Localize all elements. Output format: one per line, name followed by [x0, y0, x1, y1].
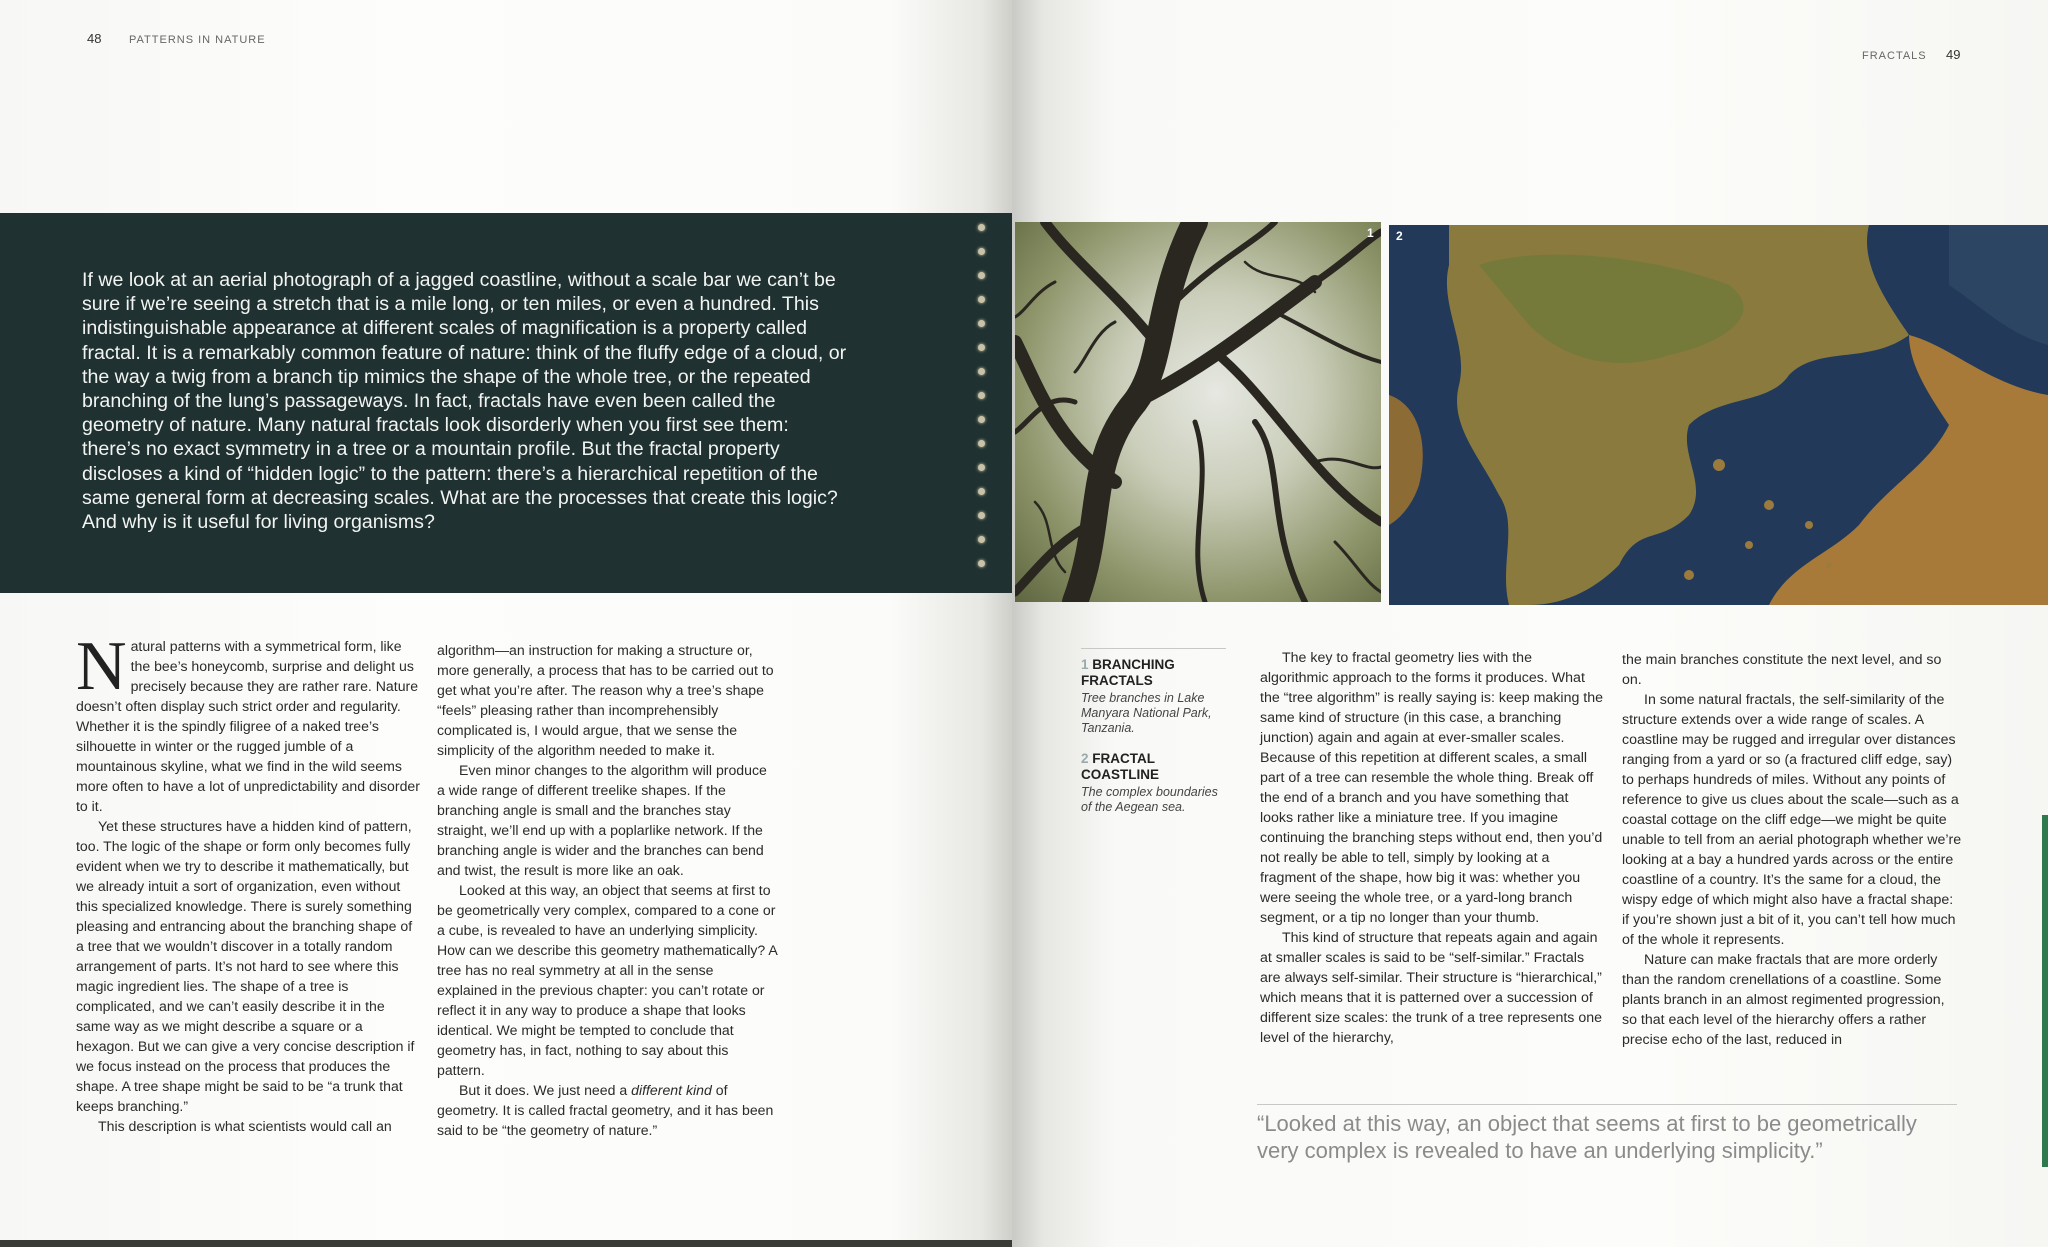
caption-number: 2: [1081, 751, 1089, 766]
body-column-4: [1622, 650, 1962, 1050]
body-paragraph: But it does. We just need a different kind of geometry. It is called fractal geometry, and it has been said to be “the geometry of nature.”: [437, 1082, 774, 1138]
page-edge-dots: [976, 220, 988, 590]
caption-rule: [1081, 648, 1226, 649]
edge-dot: [978, 320, 985, 327]
photo-number: 1: [1367, 226, 1374, 240]
caption-branching-fractals: [1081, 657, 1231, 736]
pull-quote-rule: [1257, 1104, 1957, 1105]
photo-tree-branches: [1015, 222, 1381, 602]
intro-paragraph: If we look at an aerial photograph of a jagged coastline, without a scale bar we can’t be sure if we’re seeing a stretch that is a mile long, or ten miles, or even a hundred. This indistinguishable appearance at different scales of magnification is a property called fractal. It is a remarkably common feature of nature: think of the fluffy edge of a cloud, or the way a twig from a branch tip mimics the shape of the whole tree, or the repeated branching of the lung’s passageways. In fact, fractals have even been called the geometry of nature. Many natural fractals look disorderly when you first see them: there’s no exact symmetry in a tree or a mountain profile. But the fractal property discloses a kind of “hidden logic” to the pattern: there’s a hierarchical repetition of the same general form at decreasing scales. What are the processes that create this logic? And why is it useful for living organisms?: [82, 269, 847, 534]
page-number: 49: [1946, 47, 1961, 62]
edge-dot: [978, 248, 985, 255]
edge-dot: [978, 488, 985, 495]
caption-description: Tree branches in Lake Manyara National Park, Tanzania.: [1081, 691, 1212, 735]
body-paragraph: Nature can make fractals that are more orderly than the random crenellations of a coastline. Some plants branch in an almost regimented progression, so that each level of the hierarchy offers a rather precise echo of the last, reduced in: [1622, 952, 1945, 1048]
left-page: [0, 0, 1012, 1240]
caption-number: 1: [1081, 657, 1089, 672]
photo-number: 2: [1396, 229, 1403, 243]
running-head: PATTERNS IN NATURE: [129, 34, 266, 46]
body-paragraph: Yet these structures have a hidden kind of pattern, too. The logic of the shape or form only becomes fully evident when we try to describe it mathematically, but we already intuit a sort of organization, even without this specialized knowledge. There is surely something pleasing and entrancing about the branching shape of a tree that we wouldn’t discover in a totally random arrangement of parts. It’s not hard to see where this magic ingredient lies. The shape of a tree is complicated, and we can’t easily describe it in the same way as we might describe a square or a hexagon. But we can give a very concise description if we focus instead on the process that produces the shape. A tree shape might be said to be “a trunk that keeps branching.”: [76, 818, 415, 1114]
caption-description: The complex boundaries of the Aegean sea.: [1081, 785, 1218, 814]
pull-quote: “Looked at this way, an object that seems at first to be geometrically very complex is revealed to have an underlying simplicity.”: [1257, 1111, 1917, 1163]
right-page: [1012, 0, 2048, 1247]
edge-dot: [978, 272, 985, 279]
page-number: 48: [87, 31, 102, 46]
edge-dot: [978, 512, 985, 519]
body-column-1: [76, 628, 420, 1136]
body-column-2: [437, 640, 777, 1140]
drop-cap: N: [76, 628, 127, 705]
body-paragraph: Even minor changes to the algorithm will produce a wide range of different treelike shapes. If the branching angle is small and the branches stay straight, we’ll end up with a poplarlike network. If the branching angle is wider and the branches can bend and twist, the result is more like an oak.: [437, 762, 767, 878]
edge-dot: [978, 560, 985, 567]
edge-dot: [978, 224, 985, 231]
body-paragraph: algorithm—an instruction for making a structure or, more generally, a process that has to be carried out to get what you’re after. The reason why a tree’s shape “feels” pleasing rather than incomprehensibly complicated is, I would argue, that we sense the simplicity of the algorithm needed to make it.: [437, 642, 774, 758]
edge-dot: [978, 536, 985, 543]
tree-branches-illustration: [1015, 222, 1381, 602]
edge-dot: [978, 464, 985, 471]
body-paragraph: Looked at this way, an object that seems at first to be geometrically very complex, compared to a cone or a cube, is revealed to have an underlying simplicity. How can we describe this geometry mathematically? A tree has no real symmetry at all in the sense explained in the previous chapter: you can’t rotate or reflect it in any way to produce a shape that looks identical. We might be tempted to conclude that geometry has, in fact, nothing to say about this pattern.: [437, 882, 777, 1078]
running-head: FRACTALS: [1862, 50, 1927, 62]
edge-dot: [978, 368, 985, 375]
edge-color-tab: [2042, 815, 2048, 1167]
caption-title: BRANCHING FRACTALS: [1081, 657, 1175, 688]
satellite-map-illustration: [1389, 225, 2048, 605]
body-paragraph: Natural patterns with a symmetrical form, like the bee’s honeycomb, surprise and delight us precisely because they are rather rare. Nature doesn’t often display such strict order and regularity. Whether it is the spindly filigree of a naked tree’s silhouette in winter or the rugged jumble of a mountainous skyline, what we find in the wild seems more often to have a lot of unpredictability and disorder to it.: [76, 628, 420, 814]
body-column-3: [1260, 648, 1604, 1048]
caption-title: FRACTAL COASTLINE: [1081, 751, 1160, 782]
body-paragraph: The key to fractal geometry lies with the algorithmic approach to the forms it produces. What the “tree algorithm” is really saying is: keep making the same kind of structure (in this case, a branching junction) again and again at ever-smaller scales. Because of this repetition at different scales, a small part of a tree can resemble the whole thing. Break off the end of a branch and you have something that looks rather like a miniature tree. If you imagine continuing the branching steps without end, then you’d not really be able to tell, simply by looking at a fragment of the shape, how big it was: whether you were seeing the whole tree, or a yard-long branch segment, or a tip no longer than your thumb.: [1260, 650, 1604, 926]
photo-aegean-coastline: [1389, 225, 2048, 605]
edge-dot: [978, 344, 985, 351]
edge-dot: [978, 392, 985, 399]
caption-fractal-coastline: [1081, 751, 1231, 815]
edge-dot: [978, 440, 985, 447]
body-paragraph: This description is what scientists would call an: [98, 1118, 392, 1134]
edge-dot: [978, 416, 985, 423]
body-paragraph: In some natural fractals, the self-similarity of the structure extends over a wide range of scales. A coastline may be rugged and irregular over distances ranging from a yard or so (a fractured cliff edge, say) to perhaps hundreds of miles. Without any points of reference to give us clues about the scale—such as a coastal cottage on the cliff edge—we might be quite unable to tell from an aerial photograph whether we’re looking at a bay a hundred yards across or the entire coastline of a country. It’s the same for a cloud, the wispy edge of which might also have a fractal shape: if you’re shown just a bit of it, you can’t tell how much of the whole it represents.: [1622, 692, 1962, 948]
body-paragraph: the main branches constitute the next level, and so on.: [1622, 652, 1942, 688]
body-paragraph: This kind of structure that repeats again and again at smaller scales is said to be “self-similar.” Fractals are always self-similar. Their structure is “hierarchical,” which means that it is patterned over a succession of different size scales: the trunk of a tree represents one level of the hierarchy,: [1260, 930, 1603, 1046]
edge-dot: [978, 296, 985, 303]
